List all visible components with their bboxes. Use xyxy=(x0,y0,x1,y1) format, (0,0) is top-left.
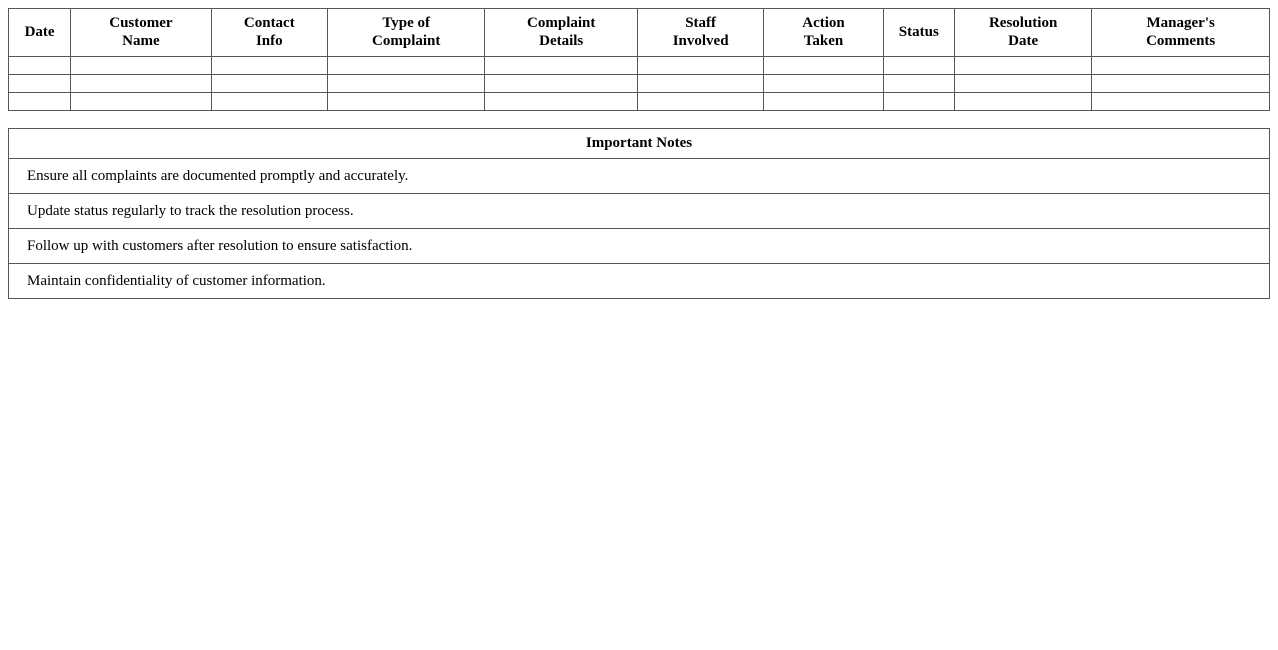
notes-section xyxy=(8,128,1270,299)
column-header-action-taken xyxy=(764,9,883,57)
complaint-log-table xyxy=(8,8,1270,111)
table-cell[interactable] xyxy=(1092,93,1270,111)
table-cell[interactable] xyxy=(485,75,637,93)
list-item xyxy=(9,229,1270,264)
column-header-line: Info xyxy=(255,32,283,49)
note-text: Maintain confidentiality of customer information. xyxy=(9,264,1270,299)
table-cell[interactable] xyxy=(211,75,327,93)
column-header-line: Details xyxy=(539,32,584,49)
column-header-line: Complaint xyxy=(372,32,441,49)
table-cell[interactable] xyxy=(485,57,637,75)
notes-title: Important Notes xyxy=(9,129,1270,159)
table-cell[interactable] xyxy=(1092,57,1270,75)
column-header-line: Contact xyxy=(243,15,295,31)
table-cell[interactable] xyxy=(327,75,484,93)
notes-table-body xyxy=(9,159,1270,299)
column-header-line: Name xyxy=(122,32,160,49)
table-cell[interactable] xyxy=(71,93,211,111)
table-cell[interactable] xyxy=(327,57,484,75)
column-header-line: Type of xyxy=(382,15,431,31)
column-header-line: Manager's xyxy=(1146,15,1215,31)
table-cell[interactable] xyxy=(9,75,71,93)
column-header-line: Status xyxy=(898,23,939,40)
column-header-manager-s-comments xyxy=(1092,9,1270,57)
table-row xyxy=(9,93,1270,111)
notes-header-row xyxy=(9,129,1270,159)
column-header-line: Customer xyxy=(109,15,173,31)
column-header-line: Complaint xyxy=(527,15,596,31)
column-header-date xyxy=(9,9,71,57)
table-cell[interactable] xyxy=(954,93,1091,111)
table-row xyxy=(9,57,1270,75)
table-cell[interactable] xyxy=(764,75,883,93)
table-cell[interactable] xyxy=(883,75,954,93)
table-cell[interactable] xyxy=(954,75,1091,93)
table-cell[interactable] xyxy=(485,93,637,111)
note-text: Follow up with customers after resolution to ensure satisfaction. xyxy=(9,229,1270,264)
table-cell[interactable] xyxy=(954,57,1091,75)
table-cell[interactable] xyxy=(637,75,763,93)
column-header-customer-name xyxy=(71,9,211,57)
table-cell[interactable] xyxy=(71,57,211,75)
column-header-staff-involved xyxy=(637,9,763,57)
table-cell[interactable] xyxy=(883,93,954,111)
table-cell[interactable] xyxy=(764,93,883,111)
column-header-status xyxy=(883,9,954,57)
table-cell[interactable] xyxy=(211,93,327,111)
table-cell[interactable] xyxy=(9,57,71,75)
column-header-line: Comments xyxy=(1146,32,1216,49)
table-row xyxy=(9,75,1270,93)
document-page xyxy=(0,0,1278,299)
column-header-resolution-date xyxy=(954,9,1091,57)
notes-table-header xyxy=(9,129,1270,159)
list-item xyxy=(9,264,1270,299)
column-header-contact-info xyxy=(211,9,327,57)
table-cell[interactable] xyxy=(1092,75,1270,93)
note-text: Ensure all complaints are documented promptly and accurately. xyxy=(9,159,1270,194)
table-cell[interactable] xyxy=(637,57,763,75)
table-header-row xyxy=(9,9,1270,57)
list-item xyxy=(9,159,1270,194)
table-cell[interactable] xyxy=(71,75,211,93)
important-notes-table xyxy=(8,128,1270,299)
column-header-line: Taken xyxy=(803,32,844,49)
column-header-line: Staff xyxy=(685,15,717,31)
column-header-complaint-details xyxy=(485,9,637,57)
table-cell[interactable] xyxy=(637,93,763,111)
table-cell[interactable] xyxy=(211,57,327,75)
list-item xyxy=(9,194,1270,229)
complaint-table-body xyxy=(9,57,1270,111)
table-cell[interactable] xyxy=(764,57,883,75)
column-header-line: Involved xyxy=(672,32,729,49)
table-cell[interactable] xyxy=(327,93,484,111)
column-header-line: Action xyxy=(802,15,845,31)
table-cell[interactable] xyxy=(9,93,71,111)
column-header-type-of-complaint xyxy=(327,9,484,57)
column-header-line: Date xyxy=(1008,32,1039,49)
column-header-line: Resolution xyxy=(988,15,1058,31)
column-header-line: Date xyxy=(24,23,55,40)
table-cell[interactable] xyxy=(883,57,954,75)
note-text: Update status regularly to track the resolution process. xyxy=(9,194,1270,229)
complaint-table-header xyxy=(9,9,1270,57)
